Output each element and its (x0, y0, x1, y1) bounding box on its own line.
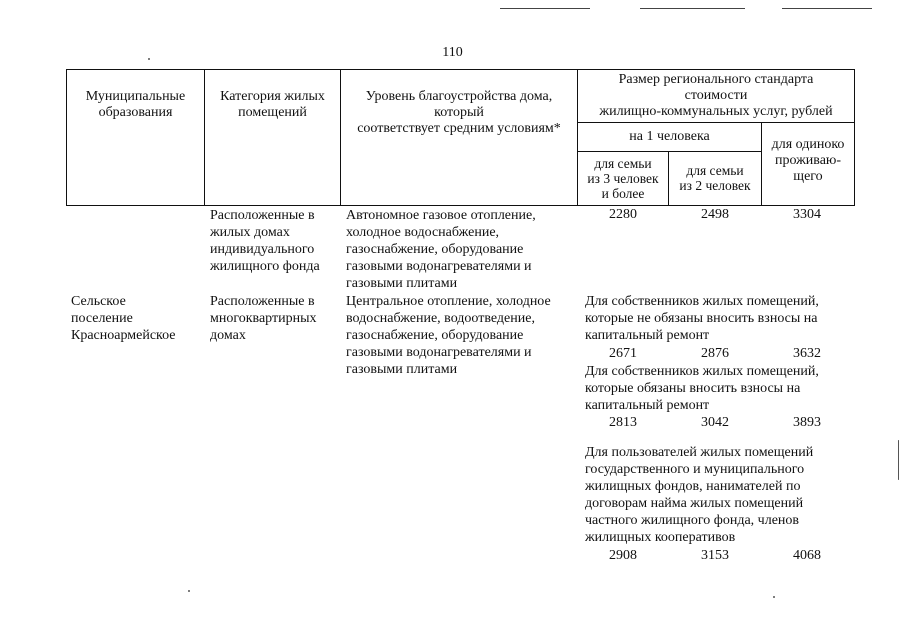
row2-level: Центральное отопление, холодное водоснабжение, водоотведение, газоснабжение, оборудование газовыми водонагревателями и газовыми плитами (346, 294, 551, 377)
row2-municipality: Сельское поселение Красноармейское (71, 294, 176, 343)
group3-value-family3: 2908 (609, 548, 637, 563)
header-category: Категория жилых помещений (220, 89, 325, 120)
scan-artifact (782, 8, 872, 9)
row1-value-family3: 2280 (609, 207, 637, 222)
header-standard: Размер регионального стандарта стоимости жилищно-коммунальных услуг, рублей (599, 72, 833, 119)
group1-description: Для собственников жилых помещений, которые не обязаны вносить взносы на капитальный ремонт (585, 294, 819, 343)
row1-value-family2: 2498 (701, 207, 729, 222)
scan-speck (188, 590, 190, 592)
header-municipality: Муниципальные образования (85, 89, 186, 120)
scan-edge (898, 440, 899, 480)
group1-value-family3: 2671 (609, 346, 637, 361)
header-family3: для семьи из 3 человек и более (587, 156, 659, 201)
group3-value-family2: 3153 (701, 548, 729, 563)
group1-value-family2: 2876 (701, 346, 729, 361)
row1-value-single: 3304 (793, 207, 821, 222)
scan-speck (773, 596, 775, 598)
group1-value-single: 3632 (793, 346, 821, 361)
row1-level: Автономное газовое отопление, холодное водоснабжение, газоснабжение, оборудование газовыми водонагревателями и газовыми плитами (346, 208, 536, 291)
scan-artifact (500, 8, 590, 9)
header-level: Уровень благоустройства дома, который соответствует средним условиям* (357, 89, 561, 136)
group3-value-single: 4068 (793, 548, 821, 563)
row1-category: Расположенные в жилых домах индивидуального жилищного фонда (210, 208, 320, 274)
page-number: 110 (442, 45, 463, 60)
header-single: для одиноко проживаю- щего (771, 137, 845, 184)
group2-description: Для собственников жилых помещений, которые обязаны вносить взносы на капитальный ремонт (585, 364, 819, 413)
group2-value-single: 3893 (793, 415, 821, 430)
group3-description: Для пользователей жилых помещений государственного и муниципального жилищных фондов, нанимателей по договорам найма жилых помещений частного жилищного фонда, членов жилищных кооперативов (585, 445, 814, 545)
header-per-person: на 1 человека (629, 129, 710, 144)
group2-value-family3: 2813 (609, 415, 637, 430)
row2-category: Расположенные в многоквартирных домах (210, 294, 317, 343)
header-family2: для семьи из 2 человек (679, 163, 751, 193)
scan-artifact (640, 8, 745, 9)
group2-value-family2: 3042 (701, 415, 729, 430)
